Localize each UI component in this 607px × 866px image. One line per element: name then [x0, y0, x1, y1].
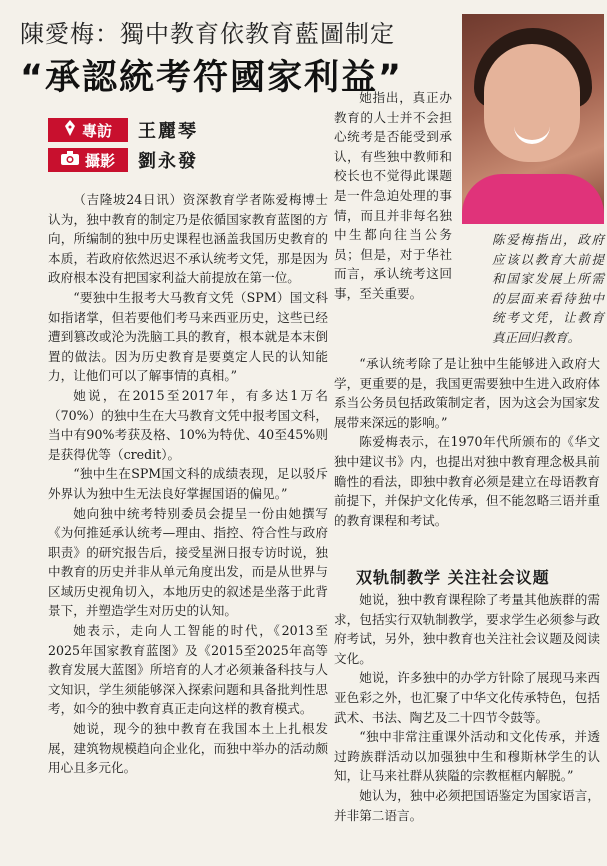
section-subheading: 双轨制教学 关注社会议题 [356, 568, 550, 587]
article-column-middle [334, 88, 452, 304]
paragraph: 她指出，真正办教育的人士并不会担心统考是否能受到承认，有些独中教师和校长也不觉得此课题是一件急迫处理的事情，而且并非每名独中生都向往当公务员；但是，对于华社而言，承认统考这回事，至关重要。 [334, 90, 452, 301]
byline-role: 專訪 [81, 121, 112, 140]
paragraph: 她说，许多独中的办学方针除了展现马来西亚色彩之外，也汇聚了中华文化传承特色，包括武术、书法、陶艺及二十四节令鼓等。 [334, 670, 600, 725]
byline-role: 攝影 [84, 151, 115, 170]
pen-nib-icon [64, 120, 76, 140]
paragraph: “独中非常注重课外活动和文化传承，并透过跨族群活动以加强独中生和穆斯林学生的认知，让马来社群从狭隘的宗教框框内解脱。” [334, 729, 600, 784]
paragraph: 她说，现今的独中教育在我国本土上扎根发展，建筑物规模趋向企业化，而独中举办的活动颇用心且多元化。 [48, 721, 328, 776]
byline-name: 劉永發 [138, 151, 198, 172]
paragraph: “承认统考除了是让独中生能够进入政府大学，更重要的是，我国更需要独中生进入政府体系当公务员包括政策制定者，因为这会为国家发展带来深远的影响。” [334, 356, 600, 430]
paragraph: 她说，独中教育课程除了考量其他族群的需求，包括实行双轨制教学，要求学生必须参与政府考试，另外，独中教育也关注社会议题及阅读文化。 [334, 592, 600, 666]
paragraph: “要独中生报考大马教育文凭（SPM）国文科如指诸掌，但若要他们考马来西亚历史，这些已经遭到篡改或沦为洗脑工具的教育，根本就是本末倒置的做法。因为历史教育是要奠定人民的认知能力，让他们可以了解事情的真相。” [48, 289, 328, 384]
paragraph: 她向独中统考特别委员会提呈一份由她撰写《为何推延承认统考—理由、指控、符合性与政府职责》的研究报告后，接受星洲日报专访时说，独中教育的历史并非从单元角度出发，而是从世界与区域历史视角切入，本地历史的叙述是坐落于此背景下，并塑造学生对历史的认知。 [48, 505, 328, 619]
portrait-photo [462, 14, 604, 224]
paragraph: 陈爱梅表示，在1970年代所颁布的《华文独中建议书》内，也提出对独中教育理念极具前瞻性的看法，即独中教育必须是建立在母语教育前提下，并保护文化传承，但不能忽略三语并重的教育课程和考试。 [334, 434, 600, 528]
paragraph: 她表示，走向人工智能的时代，《2013至2025年国家教育蓝图》及《2015至2025年高等教育发展大蓝图》所培育的人才必须兼备科技与人文知识，学生须能够深入探索问题和具备批判性思考，如今的独中教育真正走向这样的教育模式。 [48, 623, 328, 717]
article-column-right-bottom [334, 590, 600, 825]
paragraph: 她认为，独中必须把国语鉴定为国家语言，并非第二语言。 [334, 787, 600, 823]
article-column-right-top [334, 354, 600, 530]
byline-reporter [48, 118, 198, 142]
byline-name: 王麗琴 [138, 121, 198, 142]
photo-caption: 陈爱梅指出，政府应该以教育大前提和国家发展上所需的层面来看待独中统考文凭，让教育真正回归教育。 [492, 232, 604, 345]
headline-kicker: 陳愛梅：獨中教育依教育藍圖制定 [20, 20, 395, 48]
paragraph: 她说，在2015至2017年，有多达1万名（70%）的独中生在大马教育文凭中报考国文科，当中有90%考获及格、10%为特优、40至45%则是获得优等（credit）。 [48, 387, 328, 462]
paragraph: “独中生在SPM国文科的成绩表现，足以驳斥外界认为独中生无法良好掌握国语的偏见。” [48, 466, 328, 501]
byline-photographer [48, 148, 198, 172]
paragraph: （吉隆坡24日讯）资深教育学者陈爱梅博士认为，独中教育的制定乃是依循国家教育蓝图的方向，所编制的独中历史课程也涵盖我国历史教育的本质，若政府依然迟迟不承认统考文凭，那是因为政府根本没有把国家利益大前提放在第一位。 [48, 192, 328, 286]
article-column-left [48, 190, 328, 778]
headline-main: “承認統考符國家利益” [20, 58, 404, 98]
camera-icon [61, 151, 79, 169]
